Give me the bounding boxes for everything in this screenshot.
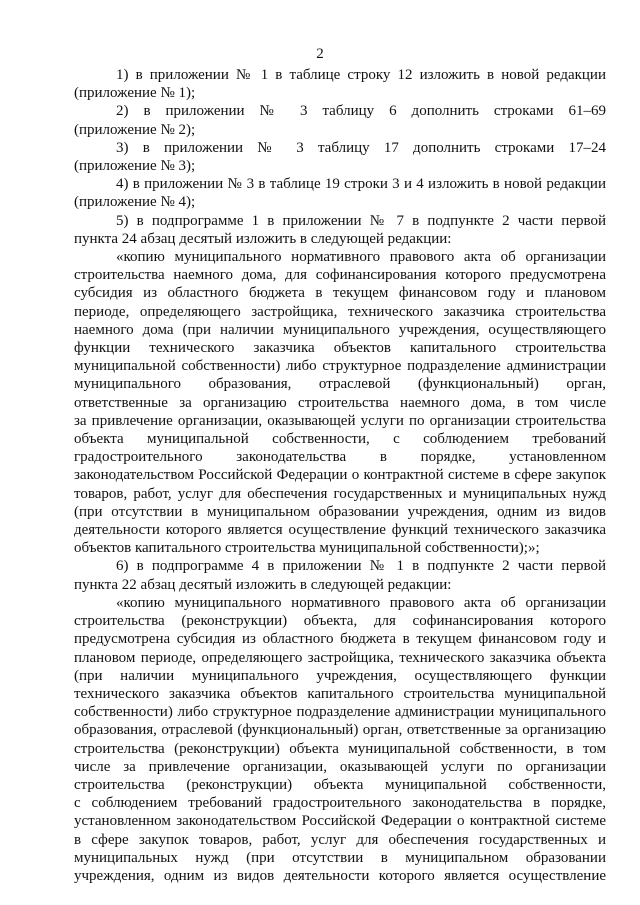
text-line: предусмотрена субсидия из областного бюджета в текущем финансовом году и [74,631,606,648]
text-line: законодательством Российской Федерации о контрактной системе в сфере закупок [74,467,606,484]
text-line: за привлечение организации, оказывающей услуги по организации строительства [74,412,606,429]
text-line: 5) в подпрограмме 1 в приложении № 7 в подпункте 2 части первой [116,212,606,229]
text-line: товаров, работ, услуг для обеспечения государственных и муниципальных нужд [74,485,606,502]
text-line: учреждения, одним из видов деятельности которого является осуществление [74,867,606,884]
text-line: (приложение № 4); [74,194,196,211]
text-line: строительства (реконструкции) объекта муниципальной собственности, [74,776,606,793]
page-number: 2 [316,46,324,62]
amendment-item-5 [74,212,606,248]
text-line: (приложение № 3); [74,158,196,175]
text-line: «копию муниципального нормативного правового акта об организации [116,249,606,266]
text-line: муниципального образования, отраслевой (функциональный) орган, [74,376,606,393]
text-line: строительства (реконструкции) объекта, для софинансирования которого [74,613,606,630]
text-line: собственности) либо структурное подразделение администрации муниципального [74,704,606,721]
text-line: (приложение № 1); [74,85,196,102]
text-line: 2) в приложении № 3 таблицу 6 дополнить строками 61–69 [116,103,606,120]
quoted-paragraph-1 [74,248,606,557]
text-line: установленном законодательством Российской Федерации о контрактной системе [74,813,606,830]
text-line: 3) в приложении № 3 таблицу 17 дополнить строками 17–24 [116,139,606,156]
text-line: пункта 24 абзац десятый изложить в следующей редакции: [74,230,452,247]
amendment-item-6 [74,557,606,593]
amendment-item-2 [74,102,606,138]
text-line: субсидия из областного бюджета в текущем финансовом году и плановом [74,285,606,302]
document-body [74,66,606,885]
text-line: числе за привлечение организации, оказывающей услуги по организации [74,758,606,775]
text-line: пункта 22 абзац десятый изложить в следующей редакции: [74,576,452,593]
text-line: ответственные за организацию строительства наемного дома, в том числе [74,394,606,411]
amendment-item-3 [74,139,606,175]
text-line: строительства наемного дома, для софинансирования которого предусмотрена [74,267,606,284]
text-line: в сфере закупок товаров, работ, услуг для обеспечения государственных и [74,831,606,848]
text-line: объектов капитального строительства муниципальной собственности);»; [74,540,540,557]
text-line: строительства (реконструкции) объекта муниципальной собственности, в том [74,740,606,757]
text-line: муниципальной собственности) либо структурное подразделение администрации [74,358,606,375]
text-line: градостроительного законодательства в порядке, установленном [74,449,606,466]
text-line: муниципальных нужд (при отсутствии в муниципальном образовании [74,849,606,866]
text-line: 1) в приложении № 1 в таблице строку 12 изложить в новой редакции [116,67,606,83]
text-line: (при отсутствии в муниципальном образовании учреждения, одним из видов [74,503,606,520]
text-line: с соблюдением требований градостроительного законодательства в порядке, [74,795,606,812]
text-line: периоде, определяющего застройщика, технического заказчика строительства [74,303,606,320]
text-line: плановом периоде, определяющего застройщика, технического заказчика объекта [74,649,606,666]
text-line: (при наличии муниципального учреждения, осуществляющего функции [74,667,606,684]
text-line: объекта муниципальной собственности, с соблюдением требований [74,431,606,448]
amendment-item-4 [74,175,606,211]
quoted-paragraph-2 [74,594,606,885]
text-line: (приложение № 2); [74,121,196,138]
text-line: технического заказчика объектов капитального строительства муниципальной [74,685,606,702]
amendment-item-1 [74,66,606,102]
text-line: образования, отраслевой (функциональный) орган, ответственные за организацию [74,722,606,739]
text-line: функции технического заказчика объектов капитального строительства [74,340,606,357]
text-line: наемного дома (при наличии муниципального учреждения, осуществляющего [74,321,606,338]
text-line: 4) в приложении № 3 в таблице 19 строки 3 и 4 изложить в новой редакции [116,176,606,193]
text-line: «копию муниципального нормативного правового акта об организации [116,594,606,611]
text-line: 6) в подпрограмме 4 в приложении № 1 в подпункте 2 части первой [116,558,606,575]
text-line: деятельности которого является осуществление функций технического заказчика [74,522,606,539]
